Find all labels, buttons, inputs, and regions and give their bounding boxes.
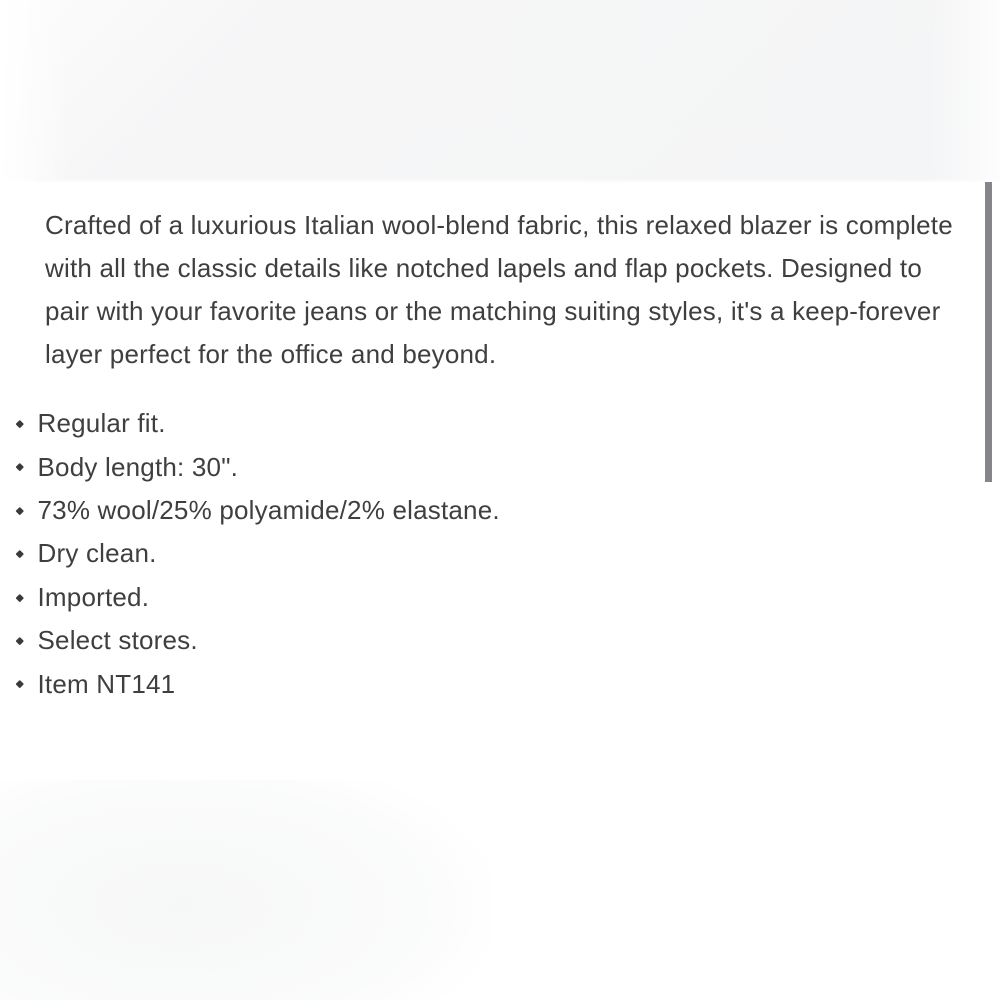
bullet-icon: [16, 507, 24, 515]
scrollbar-thumb[interactable]: [985, 182, 992, 482]
list-item: [17, 489, 1000, 532]
product-description-section: [0, 183, 1000, 1000]
product-description-paragraph: Crafted of a luxurious Italian wool-blend fabric, this relaxed blazer is complete with all the classic details like notched lapels and flap pockets. Designed to pair with your favorite jeans or the matching suiting styles, it's a keep-forever layer perfect for the office and beyond.: [45, 210, 953, 369]
list-item: [17, 662, 1000, 705]
bullet-icon: [16, 637, 24, 645]
detail-text: Regular fit.: [37, 408, 166, 439]
list-item: [17, 532, 1000, 575]
detail-text: Dry clean.: [37, 538, 157, 569]
bullet-icon: [16, 593, 24, 601]
bullet-icon: [16, 680, 24, 688]
list-item: [17, 445, 1000, 488]
product-details-list: [17, 402, 1000, 706]
detail-text: Body length: 30".: [37, 451, 239, 482]
detail-text: Select stores.: [37, 625, 198, 656]
background-artifact: [0, 780, 490, 1000]
detail-text: 73% wool/25% polyamide/2% elastane.: [37, 494, 500, 525]
product-image-region: [0, 0, 1000, 183]
bullet-icon: [16, 420, 24, 428]
list-item: [17, 576, 1000, 619]
bullet-icon: [16, 463, 24, 471]
list-item: [17, 619, 1000, 662]
detail-text: Item NT141: [37, 668, 176, 699]
list-item: [17, 402, 1000, 445]
detail-text: Imported.: [37, 581, 150, 612]
bullet-icon: [16, 550, 24, 558]
